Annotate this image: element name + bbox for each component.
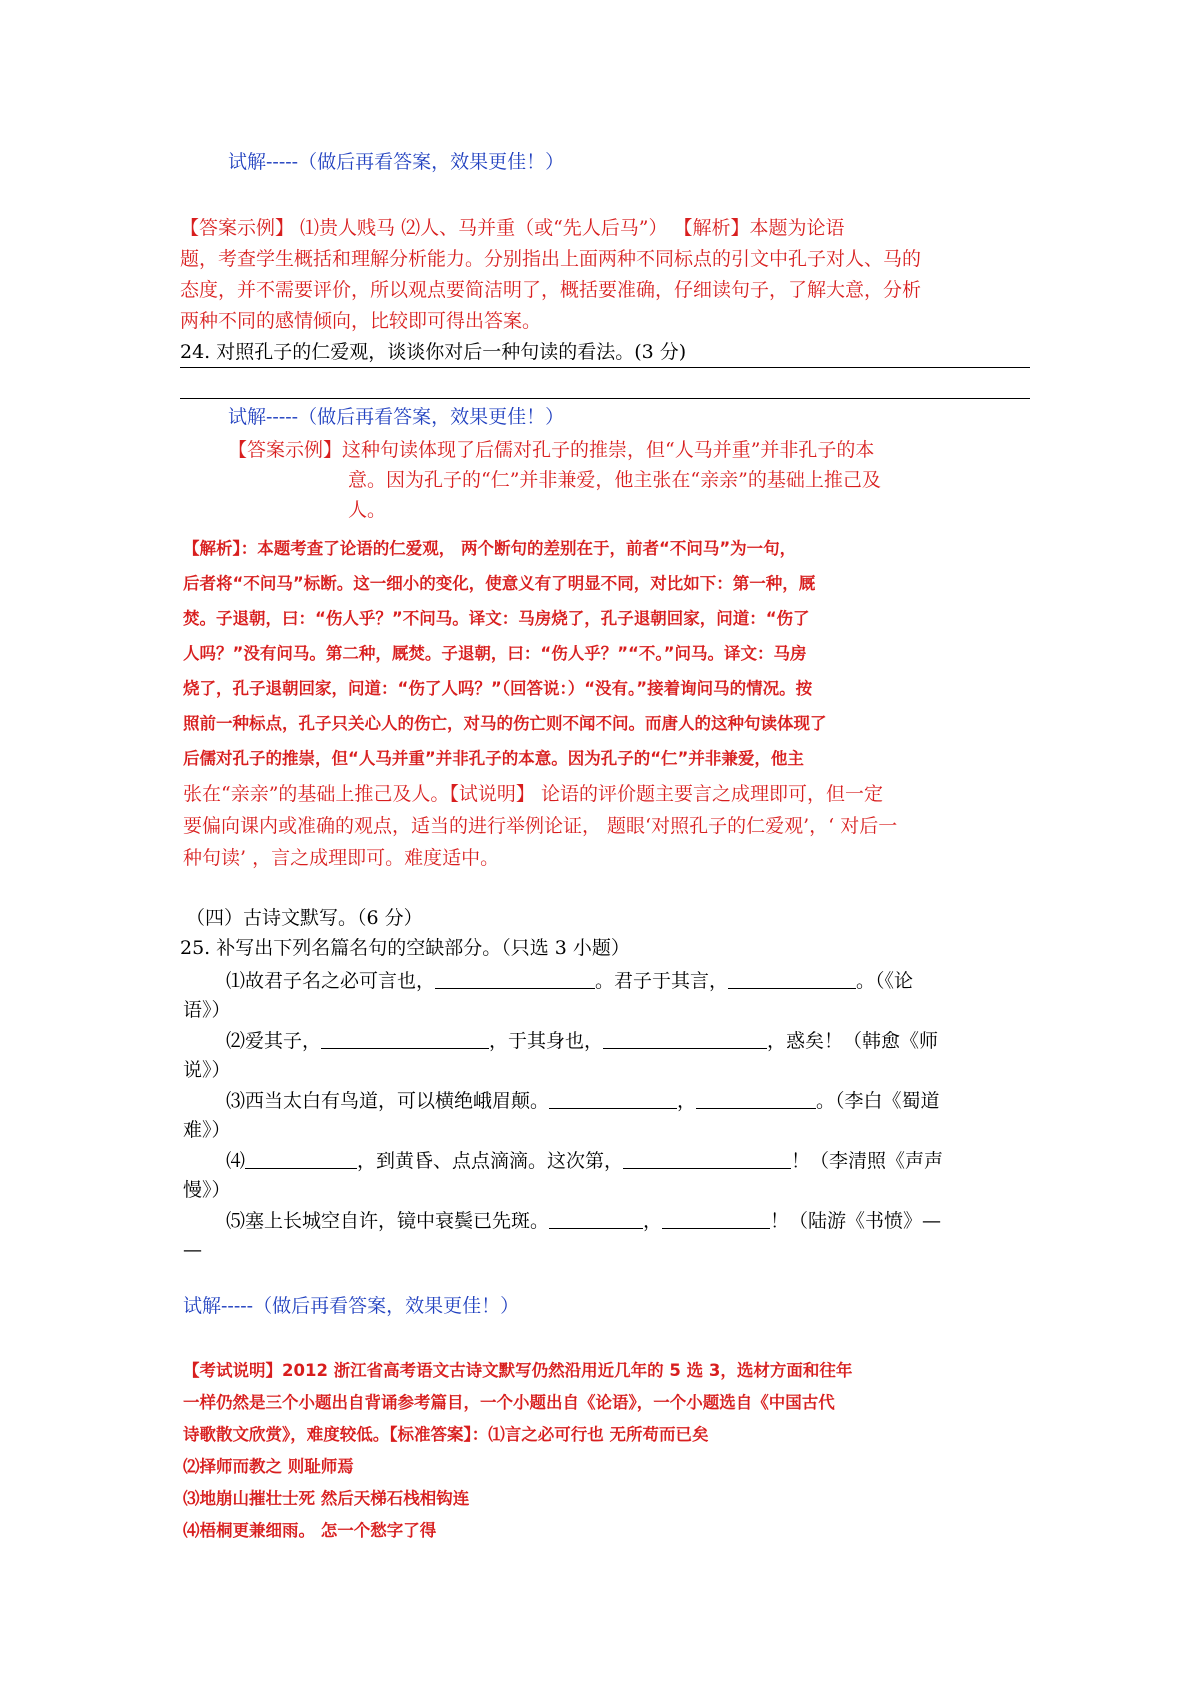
item-text: 说》） bbox=[183, 1059, 231, 1081]
analysis-line: 种句读’ ，言之成理即可。难度适中。 bbox=[183, 847, 500, 869]
try-solve-prompt: 试解-----（做后再看答案，效果更佳！） bbox=[228, 151, 565, 173]
item-text: ， bbox=[677, 1090, 697, 1112]
blank-field[interactable] bbox=[435, 970, 595, 989]
notes-line: ⑶地崩山摧壮士死 然后天梯石栈相钩连 bbox=[183, 1489, 470, 1508]
item-text: 难》） bbox=[183, 1119, 231, 1141]
analysis-line: 【解析】：本题考查了论语的仁爱观， 两个断句的差别在于，前者“不问马”为一句， bbox=[183, 539, 797, 558]
answer-line-rule bbox=[180, 367, 1030, 368]
analysis-line: 张在“亲亲”的基础上推己及人。【试说明】 论语的评价题主要言之成理即可，但一定 bbox=[183, 783, 883, 805]
answer-line: 意。因为孔子的“仁”并非兼爱，他主张在“亲亲”的基础上推己及 bbox=[348, 469, 881, 491]
blank-field[interactable] bbox=[245, 1150, 357, 1169]
notes-line: 诗歌散文欣赏》，难度较低。【标准答案】：⑴言之必可行也 无所苟而已矣 bbox=[183, 1425, 709, 1444]
blank-field[interactable] bbox=[549, 1210, 643, 1229]
item-text: ⑸塞上长城空自许，镜中衰鬓已先斑。 bbox=[226, 1210, 550, 1232]
item-text: ⑵爱其子， bbox=[226, 1030, 322, 1052]
answer-line: 人。 bbox=[348, 499, 387, 521]
answer-line: 【答案示例】这种句读体现了后儒对孔子的推崇，但“人马并重”并非孔子的本 bbox=[228, 439, 875, 461]
analysis-line: 人吗？”没有问马。第二种，厩焚。子退朝，曰：“伤人乎？”“不。”问马。译文：马房 bbox=[183, 644, 807, 663]
item-text: ，惑矣！（韩愈《师 bbox=[767, 1030, 939, 1052]
analysis-line: 烧了，孔子退朝回家，问道：“伤了人吗？”（回答说：）“没有。”接着询问马的情况。按 bbox=[183, 679, 813, 698]
analysis-line: 要偏向课内或准确的观点，适当的进行举例论证， 题眼‘对照孔子的仁爱观’，‘ 对后一 bbox=[183, 815, 898, 837]
notes-line: ⑵择师而教之 则耻师焉 bbox=[183, 1457, 354, 1476]
answer-line-rule bbox=[180, 398, 1030, 399]
item-text: — bbox=[183, 1239, 202, 1261]
item-text: ， bbox=[643, 1210, 663, 1232]
answer-line: 两种不同的感情倾向，比较即可得出答案。 bbox=[180, 310, 542, 332]
item-text: 慢》） bbox=[183, 1179, 231, 1201]
item-text: ⑶西当太白有鸟道，可以横绝峨眉颠。 bbox=[226, 1090, 550, 1112]
blank-field[interactable] bbox=[321, 1030, 489, 1049]
blank-field[interactable] bbox=[728, 970, 856, 989]
question-24: 24. 对照孔子的仁爱观，谈谈你对后一种句读的看法。(3 分) bbox=[180, 341, 687, 363]
item-text: 。（《论 bbox=[856, 970, 914, 992]
item-text: ！（李清照《声声 bbox=[791, 1150, 944, 1172]
analysis-line: 后者将“不问马”标断。这一细小的变化，使意义有了明显不同，对比如下：第一种，厩 bbox=[183, 574, 816, 593]
blank-field[interactable] bbox=[603, 1030, 767, 1049]
item-text: ⑴故君子名之必可言也， bbox=[226, 970, 436, 992]
item-text: 。君子于其言， bbox=[595, 970, 729, 992]
answer-line: 【答案示例】 ⑴贵人贱马 ⑵人、马并重（或“先人后马”） 【解析】本题为论语 bbox=[180, 217, 845, 239]
try-solve-prompt: 试解-----（做后再看答案，效果更佳！） bbox=[183, 1295, 520, 1317]
item-text: 语》） bbox=[183, 999, 231, 1021]
item-text: ⑷ bbox=[226, 1150, 246, 1172]
blank-field[interactable] bbox=[549, 1090, 677, 1109]
answer-line: 题，考查学生概括和理解分析能力。分别指出上面两种不同标点的引文中孔子对人、马的 bbox=[180, 248, 922, 270]
blank-field[interactable] bbox=[662, 1210, 770, 1229]
analysis-line: 后儒对孔子的推崇，但“人马并重”并非孔子的本意。因为孔子的“仁”并非兼爱，他主 bbox=[183, 749, 804, 768]
answer-line: 态度，并不需要评价，所以观点要简洁明了，概括要准确，仔细读句子，了解大意，分析 bbox=[180, 279, 922, 301]
item-text: ！（陆游《书愤》— bbox=[770, 1210, 942, 1232]
blank-field[interactable] bbox=[623, 1150, 791, 1169]
question-25: 25. 补写出下列名篇名句的空缺部分。（只选 3 小题） bbox=[180, 937, 630, 959]
item-text: 。（李白《蜀道 bbox=[816, 1090, 940, 1112]
notes-line: 一样仍然是三个小题出自背诵参考篇目，一个小题出自《论语》，一个小题选自《中国古代 bbox=[183, 1393, 835, 1412]
blank-field[interactable] bbox=[696, 1090, 816, 1109]
analysis-line: 焚。子退朝，曰：“伤人乎？”不问马。译文：马房烧了，孔子退朝回家，问道：“伤了 bbox=[183, 609, 810, 628]
notes-line: ⑷梧桐更兼细雨。 怎一个愁字了得 bbox=[183, 1521, 437, 1540]
item-text: ，于其身也， bbox=[489, 1030, 604, 1052]
section-title: （四）古诗文默写。（6 分） bbox=[186, 907, 423, 929]
notes-line: 【考试说明】2012 浙江省高考语文古诗文默写仍然沿用近几年的 5 选 3，选材方面和往年 bbox=[183, 1361, 853, 1380]
analysis-line: 照前一种标点，孔子只关心人的伤亡，对马的伤亡则不闻不问。而唐人的这种句读体现了 bbox=[183, 714, 827, 733]
item-text: ，到黄昏、点点滴滴。这次第， bbox=[357, 1150, 624, 1172]
try-solve-prompt: 试解-----（做后再看答案，效果更佳！） bbox=[228, 406, 565, 428]
